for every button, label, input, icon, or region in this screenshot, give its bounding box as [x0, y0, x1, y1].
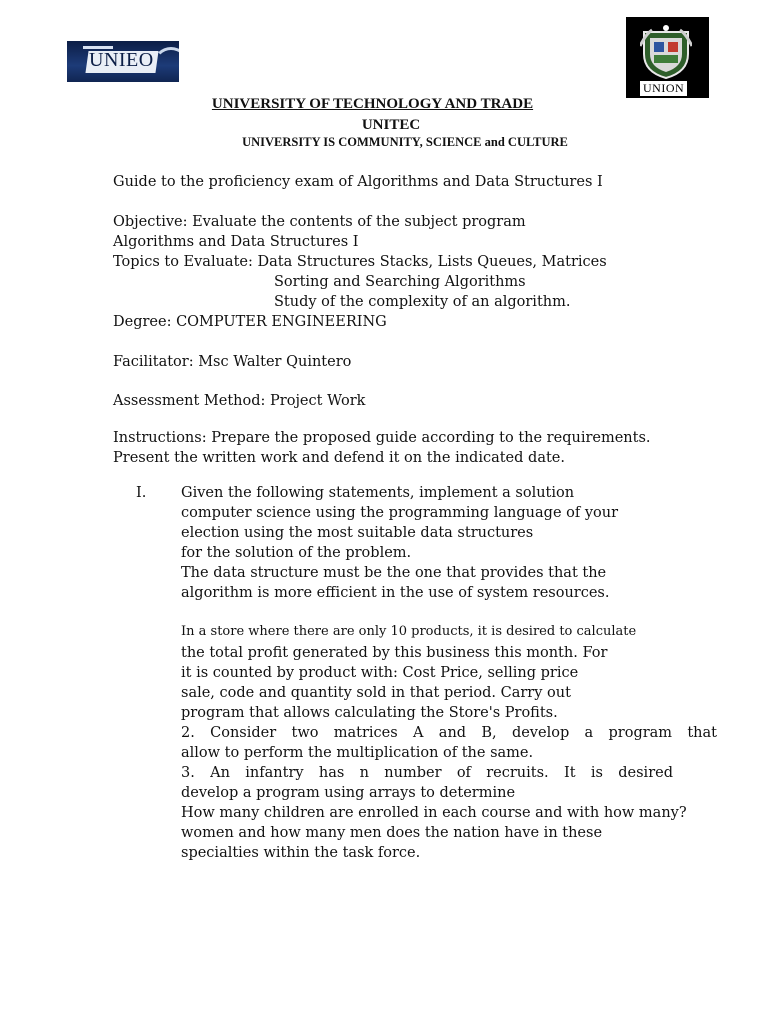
- instructions-line-1: Instructions: Prepare the proposed guide according to the requirements.: [113, 430, 651, 446]
- assessment-line: Assessment Method: Project Work: [113, 393, 366, 409]
- problem-1-line: program that allows calculating the Store's Profits.: [181, 705, 558, 721]
- problem-3-line: women and how many men does the nation have in these: [181, 825, 603, 841]
- section-line: for the solution of the problem.: [181, 545, 412, 561]
- problem-1-line: In a store where there are only 10 products, it is desired to calculate: [181, 624, 637, 639]
- unieo-logo: [67, 41, 179, 82]
- union-logo-text: UNION: [640, 81, 687, 96]
- topics-line-3: Study of the complexity of an algorithm.: [274, 294, 571, 310]
- objective-line-1: Objective: Evaluate the contents of the subject program: [113, 214, 526, 230]
- unieo-logo-text: UNIEO: [89, 49, 154, 71]
- degree-line: Degree: COMPUTER ENGINEERING: [113, 314, 387, 330]
- section-line: election using the most suitable data structures: [181, 525, 534, 541]
- problem-3-line: develop a program using arrays to determine: [181, 785, 516, 801]
- problem-2-line: 2. Consider two matrices A and B, develop a program that: [181, 725, 717, 741]
- section-line: The data structure must be the one that provides that the: [181, 565, 607, 581]
- crest-icon: [640, 24, 692, 80]
- problem-1-line: the total profit generated by this business this month. For: [181, 645, 608, 661]
- topics-line-2: Sorting and Searching Algorithms: [274, 274, 526, 290]
- section-line: algorithm is more efficient in the use of system resources.: [181, 585, 610, 601]
- problem-2-line: allow to perform the multiplication of the same.: [181, 745, 534, 761]
- section-numeral: I.: [136, 485, 147, 501]
- guide-title: Guide to the proficiency exam of Algorithms and Data Structures I: [113, 174, 603, 190]
- problem-3-line: 3. An infantry has n number of recruits. It is desired: [181, 765, 673, 781]
- topics-line-1: Topics to Evaluate: Data Structures Stacks, Lists Queues, Matrices: [113, 254, 607, 270]
- university-acronym: UNITEC: [361, 117, 421, 133]
- university-name: UNIVERSITY OF TECHNOLOGY AND TRADE: [211, 96, 534, 112]
- objective-line-2: Algorithms and Data Structures I: [113, 234, 359, 250]
- section-line: Given the following statements, implement a solution: [181, 485, 575, 501]
- problem-1-line: it is counted by product with: Cost Price, selling price: [181, 665, 579, 681]
- problem-1-line: sale, code and quantity sold in that period. Carry out: [181, 685, 571, 701]
- problem-3-line: specialties within the task force.: [181, 845, 421, 861]
- problem-3-line: How many children are enrolled in each course and with how many?: [181, 805, 687, 821]
- union-crest-logo: [626, 17, 709, 98]
- facilitator-line: Facilitator: Msc Walter Quintero: [113, 354, 352, 370]
- section-line: computer science using the programming language of your: [181, 505, 619, 521]
- university-motto: UNIVERSITY IS COMMUNITY, SCIENCE and CULTURE: [242, 135, 568, 149]
- instructions-line-2: Present the written work and defend it on the indicated date.: [113, 450, 565, 466]
